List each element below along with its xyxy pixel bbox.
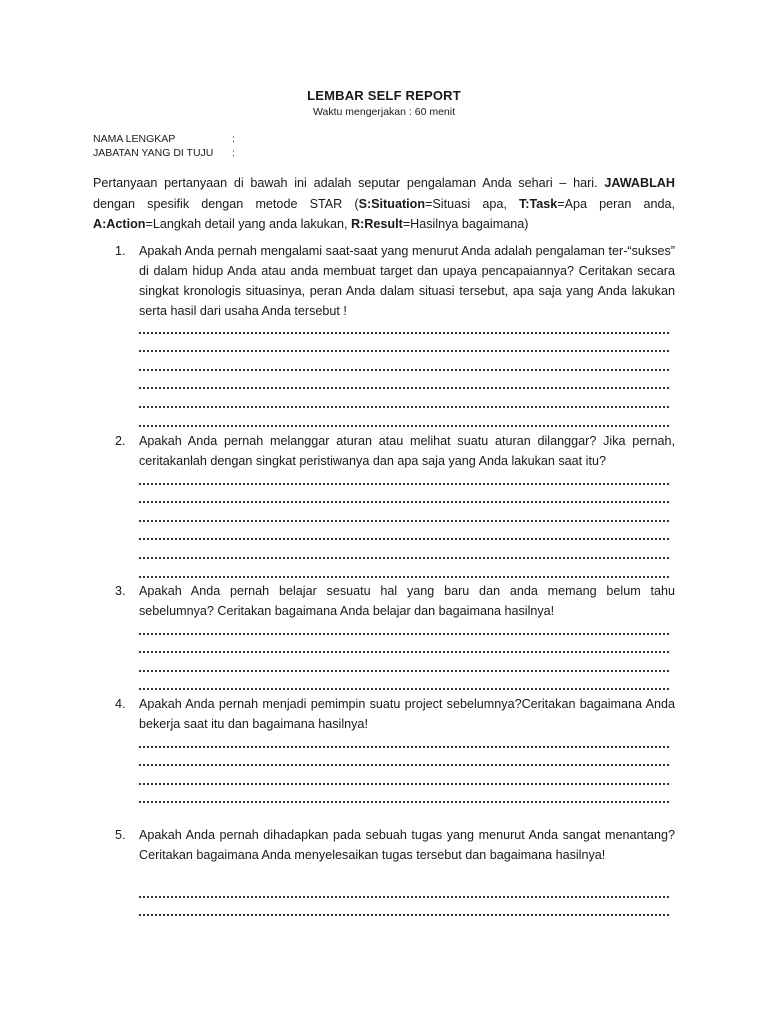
- answer-line[interactable]: [139, 620, 669, 639]
- time-limit-subtitle: Waktu mengerjakan : 60 menit: [312, 106, 455, 118]
- answer-line[interactable]: [139, 752, 669, 771]
- answer-line[interactable]: [139, 902, 669, 921]
- question-number: 3.: [115, 584, 126, 598]
- field-label: JABATAN YANG DI TUJU: [93, 147, 214, 159]
- intro-text: Pertanyaan pertanyaan di bawah ini adalah seputar pengalaman Anda sehari – hari.: [93, 176, 605, 190]
- question-text: Apakah Anda pernah mengalami saat-saat yang menurut Anda adalah pengalaman ter-“sukses” di dalam hidup Anda atau anda membuat target dan upaya pencapaiannya? Ceritakan secara singkat kronologis situasinya, peran Anda dalam situasi tersebut, apa saja yang Anda lakukan serta hasil dari usaha Anda tersebut !: [139, 244, 675, 318]
- answer-line[interactable]: [139, 489, 669, 508]
- answer-area[interactable]: [139, 470, 669, 582]
- answer-line[interactable]: [139, 507, 669, 526]
- answer-area[interactable]: [139, 883, 669, 920]
- target-position-field[interactable]: [93, 147, 235, 161]
- answer-line[interactable]: [139, 544, 669, 563]
- answer-line[interactable]: [139, 883, 669, 902]
- question-number: 4.: [115, 697, 126, 711]
- answer-line[interactable]: [139, 639, 669, 658]
- intro-text: =Situasi apa,: [425, 196, 519, 211]
- question-number: 1.: [115, 244, 126, 258]
- answer-line[interactable]: [139, 319, 669, 338]
- answer-line[interactable]: [139, 676, 669, 695]
- answer-area[interactable]: [139, 620, 669, 694]
- intro-bold-text: S:Situation: [358, 196, 426, 211]
- answer-area[interactable]: [139, 733, 669, 807]
- field-colon: :: [232, 133, 235, 145]
- question-number: 2.: [115, 434, 126, 448]
- question-text: Apakah Anda pernah melanggar aturan atau melihat suatu aturan dilanggar? Jika pernah, ceritakanlah dengan singkat peristiwanya dan apa saja yang Anda lakukan saat itu?: [139, 434, 675, 468]
- answer-line[interactable]: [139, 375, 669, 394]
- answer-line[interactable]: [139, 526, 669, 545]
- field-colon: :: [232, 147, 235, 159]
- intro-bold-text: R:Result: [350, 217, 403, 231]
- intro-text: =Langkah detail yang anda lakukan,: [145, 217, 351, 231]
- answer-line[interactable]: [139, 338, 669, 357]
- intro-bold-text: T:Task: [518, 196, 558, 211]
- question-number: 5.: [115, 828, 126, 842]
- answer-line[interactable]: [139, 393, 669, 412]
- answer-area[interactable]: [139, 319, 669, 431]
- field-label: NAMA LENGKAP: [93, 133, 176, 145]
- question-text: Apakah Anda pernah dihadapkan pada sebuah tugas yang menurut Anda sangat menantang?Ceritakan bagaimana Anda menyelesaikan tugas tersebut dan bagaimana hasilnya!: [139, 828, 675, 862]
- intro-bold-text: JAWABLAH: [604, 176, 675, 190]
- document-title: LEMBAR SELF REPORT: [307, 88, 461, 103]
- intro-text: dengan spesifik dengan metode STAR (: [93, 196, 359, 211]
- question-text: Apakah Anda pernah menjadi pemimpin suatu project sebelumnya?Ceritakan bagaimana Anda bekerja saat itu dan bagaimana hasilnya!: [139, 697, 675, 731]
- answer-line[interactable]: [139, 733, 669, 752]
- answer-line[interactable]: [139, 657, 669, 676]
- answer-line[interactable]: [139, 356, 669, 375]
- intro-bold-text: A:Action: [93, 217, 146, 231]
- answer-line[interactable]: [139, 412, 669, 431]
- question-text: Apakah Anda pernah belajar sesuatu hal yang baru dan anda memang belum tahu sebelumnya? Ceritakan bagaimana Anda belajar dan bagaimana hasilnya!: [139, 584, 675, 618]
- answer-line[interactable]: [139, 563, 669, 582]
- answer-line[interactable]: [139, 470, 669, 489]
- intro-text: =Hasilnya bagaimana): [402, 217, 529, 231]
- answer-line[interactable]: [139, 789, 669, 808]
- answer-line[interactable]: [139, 770, 669, 789]
- full-name-field[interactable]: [93, 133, 235, 147]
- intro-text: =Apa peran anda,: [557, 196, 675, 211]
- instructions-paragraph: [93, 173, 675, 235]
